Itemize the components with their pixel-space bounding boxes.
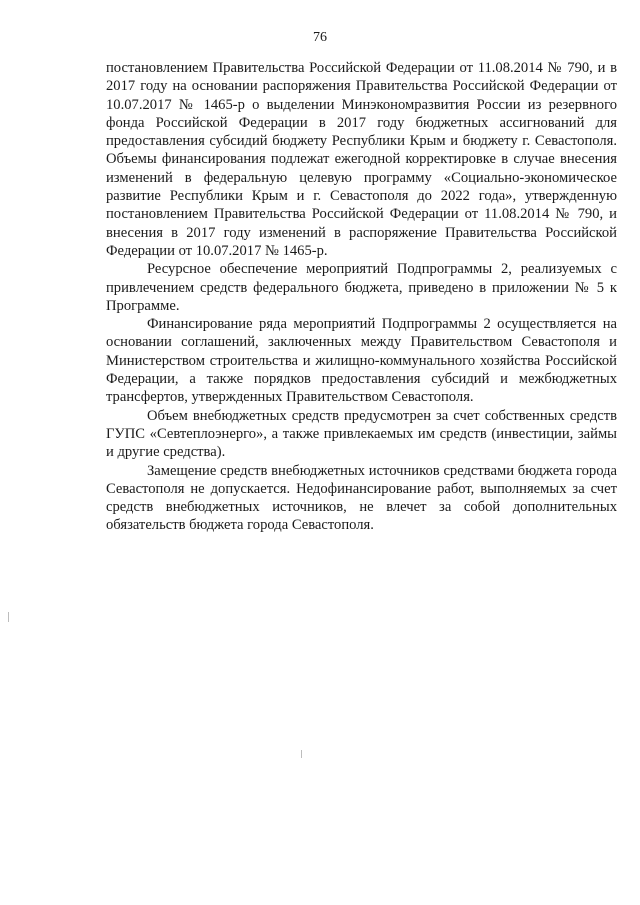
paragraph-financing-agreements: Финансирование ряда мероприятий Подпрограммы 2 осуществляется на основании соглашений, заключенных между Правительством Севастополя и Министерством строительства и жилищно-коммунального хозяйства Российской Федерации, а также порядков предоставления субсидий и межбюджетных трансфертов, утвержденных Правительством Севастополя. bbox=[106, 316, 617, 406]
scan-artifact-left bbox=[8, 612, 9, 622]
paragraph-continuation: постановлением Правительства Российской Федерации от 11.08.2014 № 790, и в 2017 году на основании распоряжения Правительства Российской Федерации от 10.07.2017 № 1465-р о выделении Минэкономразвития России из резервного фонда Российской Федерации в 2017 году бюджетных ассигнований для предоставления субсидий бюджету Республики Крым и бюджету г. Севастополя. Объемы финансирования подлежат ежегодной корректировке в случае внесения изменений в федеральную целевую программу «Социально-экономическое развитие Республики Крым и г. Севастополя до 2022 года», утвержденную постановлением Правительства Российской Федерации от 11.08.2014 № 790, и внесения в 2017 году изменений в распоряжение Правительства Российской Федерации от 10.07.2017 № 1465-р. bbox=[106, 60, 617, 259]
document-body bbox=[106, 59, 617, 535]
paragraph-replacement-of-funds: Замещение средств внебюджетных источников средствами бюджета города Севастополя не допускается. Недофинансирование работ, выполняемых за счет средств внебюджетных источников, не влечет за собой дополнительных обязательств бюджета города Севастополя. bbox=[106, 462, 617, 534]
paragraph-resource-provision: Ресурсное обеспечение мероприятий Подпрограммы 2, реализуемых с привлечением средств федерального бюджета, приведено в приложении № 5 к Программе. bbox=[106, 261, 617, 314]
page-number: 76 bbox=[313, 30, 327, 45]
scan-artifact-bottom bbox=[301, 750, 302, 758]
paragraph-extrabudgetary-funds: Объем внебюджетных средств предусмотрен за счет собственных средств ГУПС «Севтеплоэнерго», а также привлекаемых им средств (инвестиции, займы и другие средства). bbox=[106, 407, 617, 461]
